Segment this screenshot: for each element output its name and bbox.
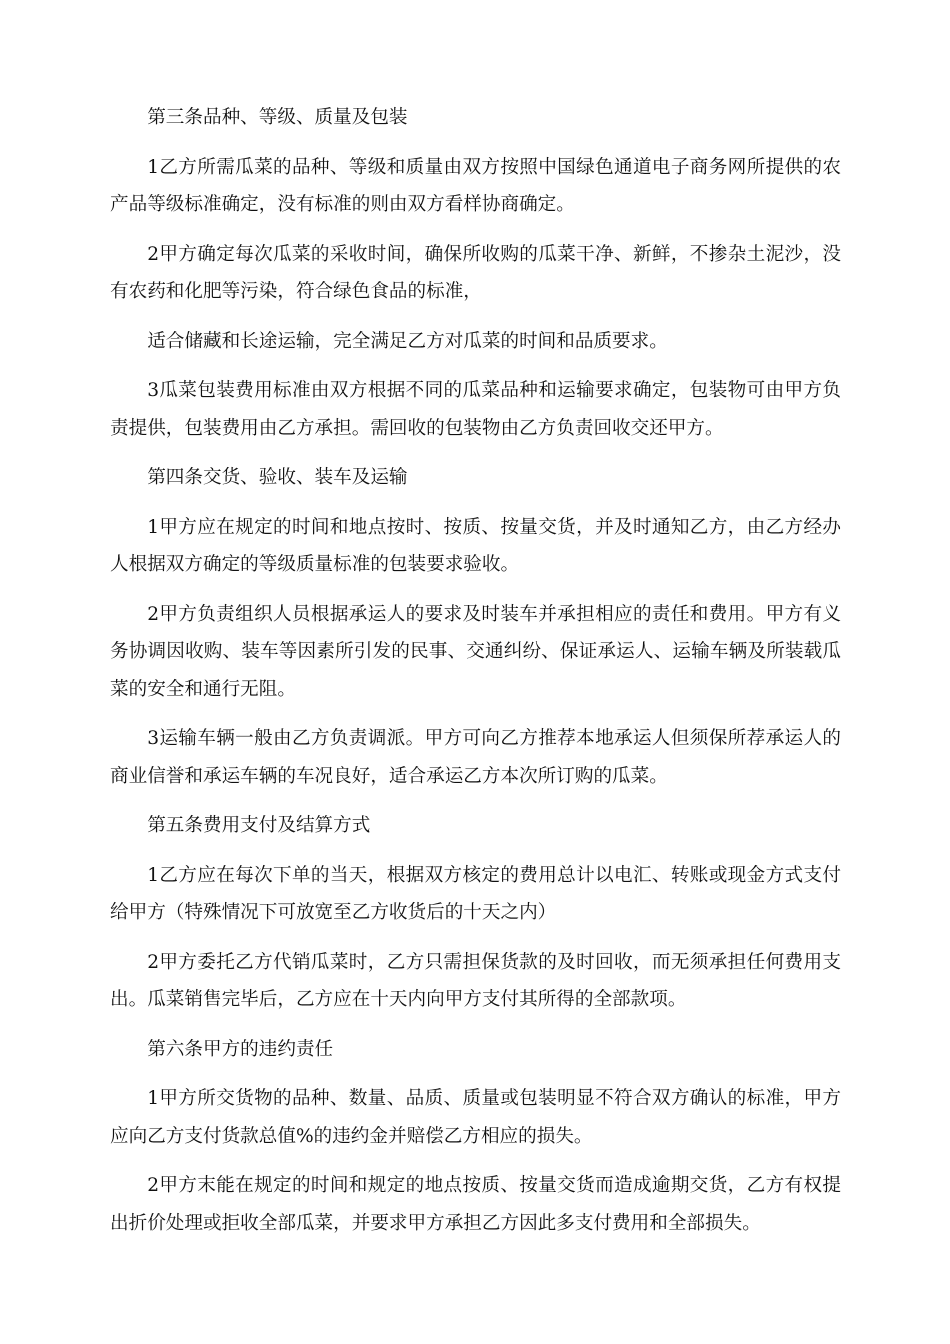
heading-article-4: 第四条交货、验收、装车及运输 (147, 467, 408, 488)
document-page (110, 99, 841, 1254)
paragraph: 1乙方所需瓜菜的品种、等级和质量由双方按照中国绿色通道电子商务网所提供的农产品等级标准确定，没有标准的则由双方看样协商确定。 (110, 156, 841, 215)
heading-article-3: 第三条品种、等级、质量及包装 (147, 107, 408, 128)
paragraph: 2甲方确定每次瓜菜的采收时间，确保所收购的瓜菜干净、新鲜，不掺杂土泥沙，没有农药和化肥等污染，符合绿色食品的标准， (110, 243, 841, 302)
paragraph: 2甲方委托乙方代销瓜菜时，乙方只需担保货款的及时回收，而无须承担任何费用支出。瓜菜销售完毕后，乙方应在十天内向甲方支付其所得的全部款项。 (110, 951, 841, 1010)
paragraph: 2甲方负责组织人员根据承运人的要求及时装车并承担相应的责任和费用。甲方有义务协调因收购、装车等因素所引发的民事、交通纠纷、保证承运人、运输车辆及所装载瓜菜的安全和通行无阻。 (110, 603, 841, 700)
heading-article-5: 第五条费用支付及结算方式 (147, 815, 371, 836)
paragraph: 适合储藏和长途运输，完全满足乙方对瓜菜的时间和品质要求。 (147, 330, 668, 352)
heading-article-6: 第六条甲方的违约责任 (147, 1038, 334, 1060)
paragraph: 1甲方所交货物的品种、数量、品质、质量或包装明显不符合双方确认的标准，甲方应向乙方支付货款总值%的违约金并赔偿乙方相应的损失。 (110, 1088, 841, 1147)
paragraph: 3瓜菜包装费用标准由双方根据不同的瓜菜品种和运输要求确定，包装物可由甲方负责提供，包装费用由乙方承担。需回收的包装物由乙方负责回收交还甲方。 (110, 380, 841, 439)
paragraph: 2甲方末能在规定的时间和规定的地点按质、按量交货而造成逾期交货，乙方有权提出折价处理或拒收全部瓜菜，并要求甲方承担乙方因此多支付费用和全部损失。 (110, 1175, 841, 1234)
paragraph: 1乙方应在每次下单的当天，根据双方核定的费用总计以电汇、转账或现金方式支付给甲方（特殊情况下可放宽至乙方收货后的十天之内） (110, 864, 841, 923)
paragraph: 1甲方应在规定的时间和地点按时、按质、按量交货，并及时通知乙方，由乙方经办人根据双方确定的等级质量标准的包装要求验收。 (110, 516, 841, 575)
paragraph: 3运输车辆一般由乙方负责调派。甲方可向乙方推荐本地承运人但须保所荐承运人的商业信誉和承运车辆的车况良好，适合承运乙方本次所订购的瓜菜。 (110, 728, 841, 787)
